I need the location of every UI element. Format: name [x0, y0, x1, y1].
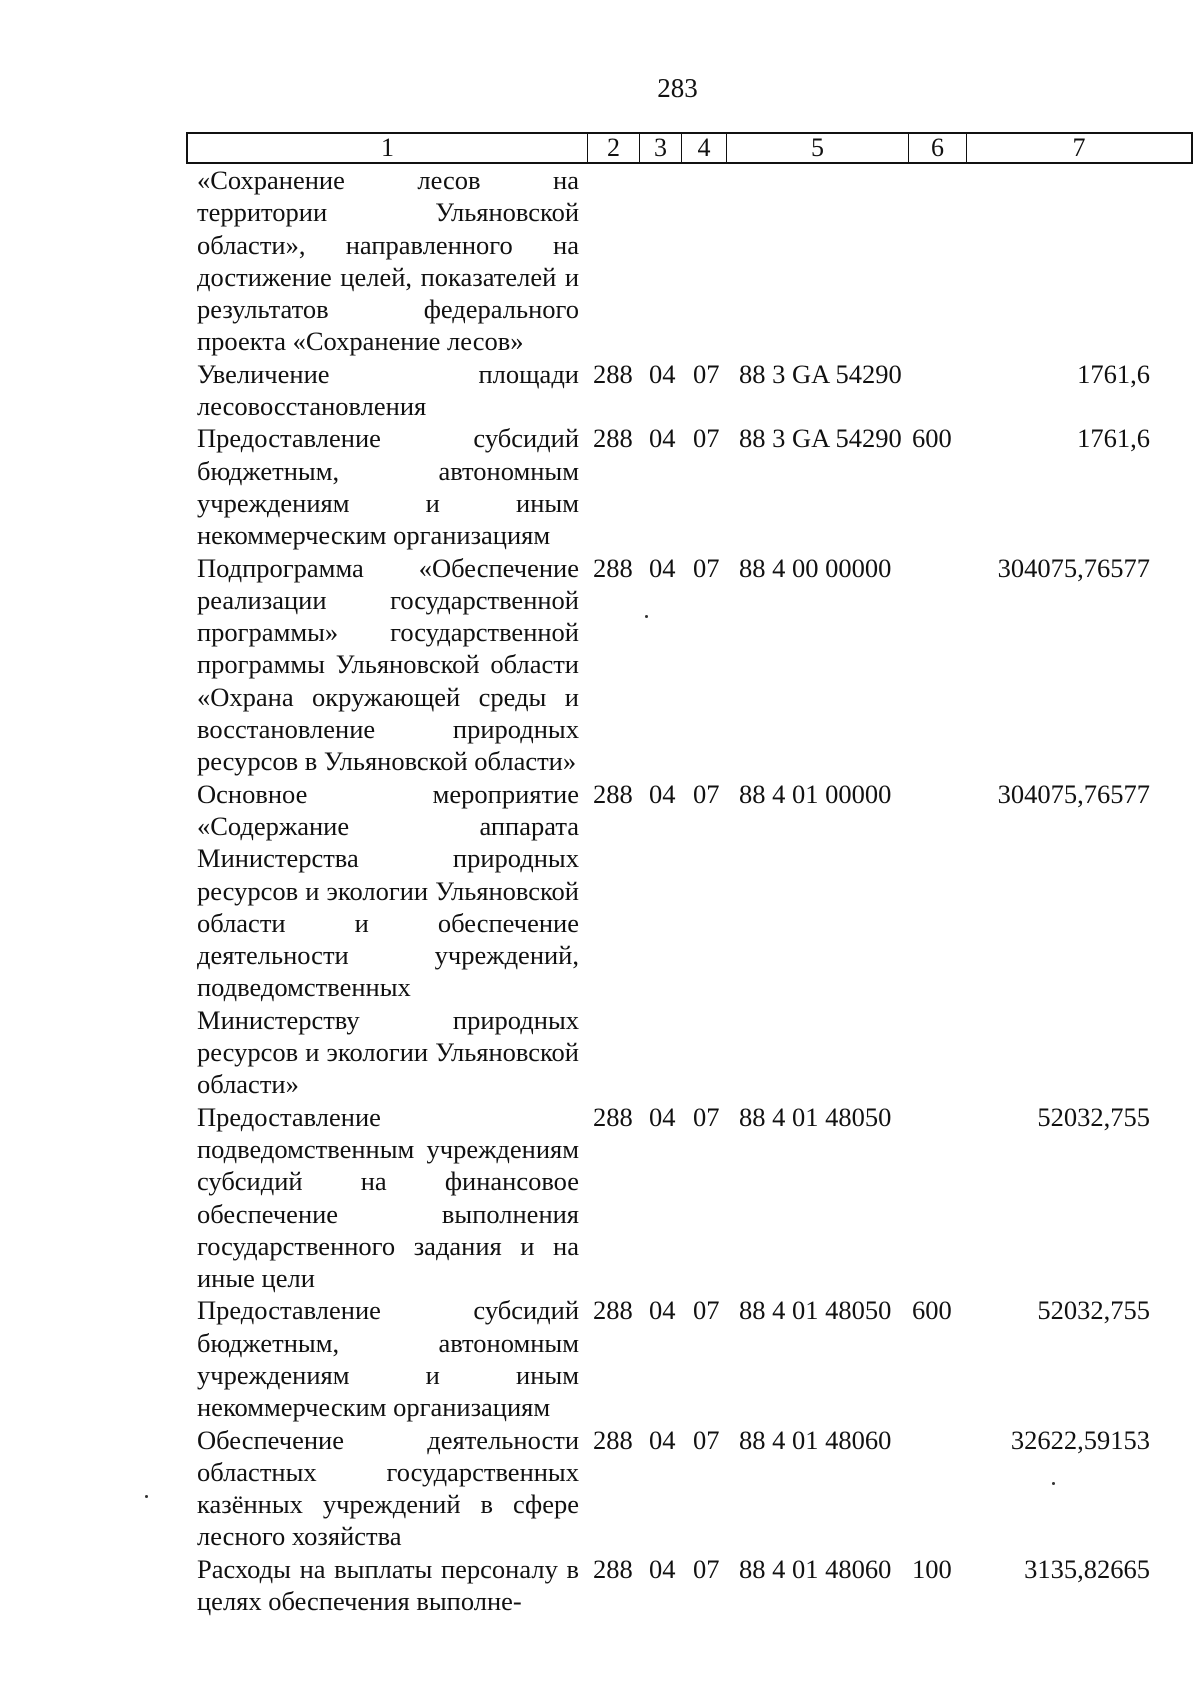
row-expense-type: 600 — [912, 1295, 952, 1326]
row-section-code: 04 — [649, 1553, 676, 1584]
row-target-article: 88 4 01 48050 — [739, 1101, 892, 1132]
row-description: Увеличение площади лесовосстановления — [197, 358, 579, 422]
row-description: Предоставление подведомственным учреждениям субсидий на финансовое обеспечение выполнения государственного задания и на иные цели — [197, 1101, 579, 1294]
header-col-1: 1 — [188, 134, 588, 162]
table-row — [0, 1424, 1200, 1553]
row-admin-code: 288 — [593, 358, 633, 389]
row-subsection-code: 07 — [693, 778, 720, 809]
header-col-3: 3 — [640, 134, 682, 162]
row-amount: 52032,755 — [1037, 1101, 1150, 1132]
row-description: Предоставление субсидий бюджетным, автономным учреждениям и иным некоммерческим организациям — [197, 1295, 579, 1423]
row-target-article: 88 4 00 00000 — [739, 552, 892, 583]
row-amount: 52032,755 — [1037, 1295, 1150, 1326]
row-target-article: 88 4 01 48060 — [739, 1553, 892, 1584]
header-col-7: 7 — [1072, 133, 1086, 162]
row-description: Обеспечение деятельности областных государственных казённых учреждений в сфере лесного хозяйства — [197, 1424, 579, 1552]
row-admin-code: 288 — [593, 1424, 633, 1455]
table-row — [0, 422, 1200, 551]
row-amount: 32622,59153 — [1010, 1424, 1150, 1455]
table-row — [0, 1553, 1200, 1618]
table-row — [0, 1101, 1200, 1295]
row-amount: 3135,82665 — [1024, 1553, 1150, 1584]
table-header — [186, 132, 1193, 164]
row-subsection-code: 07 — [693, 423, 720, 454]
table-row — [0, 778, 1200, 1101]
row-amount: 1761,6 — [1077, 358, 1150, 389]
row-amount: 304075,76577 — [997, 778, 1150, 809]
row-description: Предоставление субсидий бюджетным, автономным учреждениям и иным некоммерческим организациям — [197, 423, 579, 551]
header-col-4: 4 — [682, 134, 727, 162]
row-description: Подпрограмма «Обеспечение реализации государственной программы» государственной программы Ульяновской области «Охрана окружающей среды и восстановление природных ресурсов в Ульяновской области» — [197, 552, 579, 777]
row-admin-code: 288 — [593, 423, 633, 454]
table-body — [0, 164, 1200, 1617]
row-section-code: 04 — [649, 358, 676, 389]
row-admin-code: 288 — [593, 778, 633, 809]
page-number: 283 — [657, 73, 698, 103]
row-subsection-code: 07 — [693, 1101, 720, 1132]
row-subsection-code: 07 — [693, 1553, 720, 1584]
scan-speck — [145, 1495, 148, 1498]
row-section-code: 04 — [649, 1424, 676, 1455]
header-col-6: 6 — [909, 134, 967, 162]
row-admin-code: 288 — [593, 552, 633, 583]
row-expense-type: 600 — [912, 423, 952, 454]
row-subsection-code: 07 — [693, 1424, 720, 1455]
row-expense-type: 100 — [912, 1553, 952, 1584]
scan-speck — [645, 615, 648, 618]
row-description: «Сохранение лесов на территории Ульяновской области», направленного на достижение целей, показателей и результатов федерального проекта «Сохранение лесов» — [197, 165, 579, 357]
row-target-article: 88 4 01 48050 — [739, 1295, 892, 1326]
row-section-code: 04 — [649, 552, 676, 583]
table-row — [0, 358, 1200, 423]
header-col-5: 5 — [727, 134, 909, 162]
row-description: Основное мероприятие «Содержание аппарата Министерства природных ресурсов и экологии Ульяновской области и обеспечение деятельности учреждений, подведомственных Министерству природных ресурсов и экологии Ульяновской области» — [197, 778, 579, 1100]
row-section-code: 04 — [649, 423, 676, 454]
row-subsection-code: 07 — [693, 358, 720, 389]
table-row — [0, 1294, 1200, 1423]
row-section-code: 04 — [649, 778, 676, 809]
row-target-article: 88 4 01 00000 — [739, 778, 892, 809]
row-amount: 1761,6 — [1077, 423, 1150, 454]
row-admin-code: 288 — [593, 1553, 633, 1584]
row-target-article: 88 3 GA 54290 — [739, 358, 902, 389]
row-target-article: 88 4 01 48060 — [739, 1424, 892, 1455]
table-row — [0, 552, 1200, 778]
table-row — [0, 164, 1200, 358]
header-col-2: 2 — [588, 134, 640, 162]
scan-speck — [1052, 1482, 1055, 1485]
row-amount: 304075,76577 — [997, 552, 1150, 583]
row-subsection-code: 07 — [693, 1295, 720, 1326]
row-target-article: 88 3 GA 54290 — [739, 423, 902, 454]
row-subsection-code: 07 — [693, 552, 720, 583]
row-admin-code: 288 — [593, 1101, 633, 1132]
row-description: Расходы на выплаты персоналу в целях обеспечения выполне- — [197, 1553, 579, 1617]
row-section-code: 04 — [649, 1295, 676, 1326]
row-section-code: 04 — [649, 1101, 676, 1132]
row-admin-code: 288 — [593, 1295, 633, 1326]
